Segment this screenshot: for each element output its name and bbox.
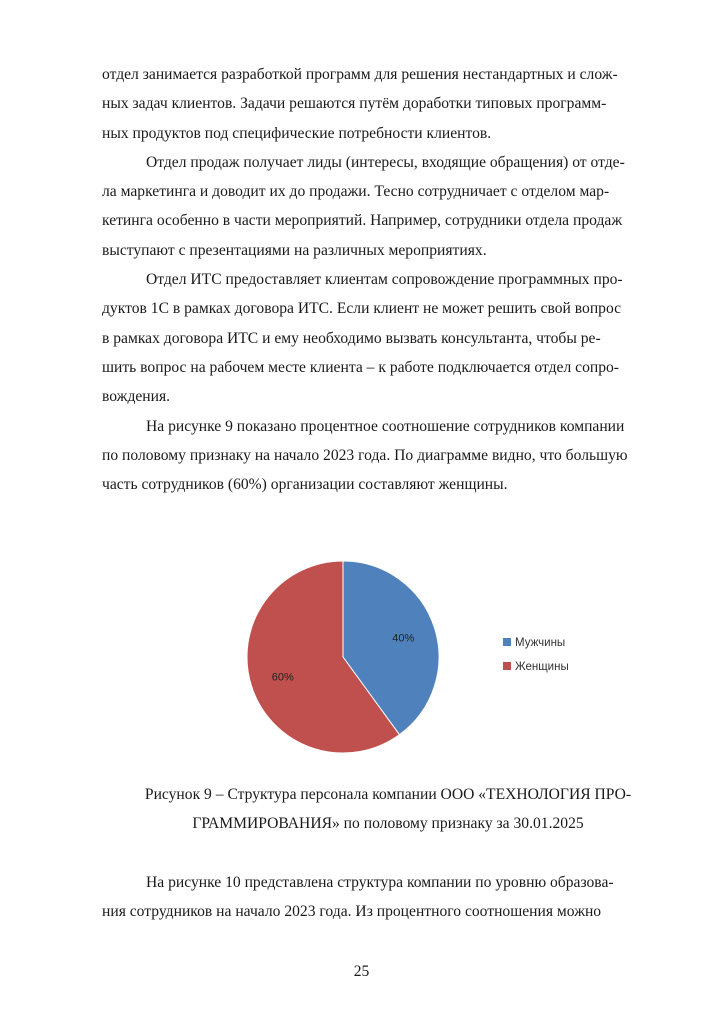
text-line: На рисунке 9 показано процентное соотношение сотрудников компании [146,417,625,435]
text-line: вождения. [102,388,171,406]
text-line: ла маркетинга и доводит их до продажи. Тесно сотрудничает с отделом мар- [102,183,610,201]
paragraph-4 [102,412,674,500]
legend-swatch [503,662,511,670]
caption-line-2: ГРАММИРОВАНИЯ» по половому признаку за 30.01.2025 [192,815,584,833]
text-line: Отдел ИТС предоставляет клиентам сопровождение программных про- [146,271,623,289]
legend-label: Мужчины [515,637,566,649]
legend-label: Женщины [515,661,569,673]
body-text-bottom [102,868,674,927]
text-line: в рамках договора ИТС и ему необходимо вызвать консультанта, чтобы ре- [102,329,601,347]
paragraph-2 [102,148,674,265]
text-line: Отдел продаж получает лиды (интересы, входящие обращения) от отде- [146,153,625,171]
paragraph-1 [102,60,674,148]
text-line: ния сотрудников на начало 2023 года. Из процентного соотношения можно [102,903,602,921]
text-line: отдел занимается разработкой программ для решения нестандартных и слож- [102,66,618,83]
text-line: дуктов 1С в рамках договора ИТС. Если клиент не может решить свой вопрос [102,300,622,318]
pie-chart [196,545,616,775]
page-number: 25 [353,963,370,980]
text-line: по половому признаку на начало 2023 года. По диаграмме видно, что большую [102,446,628,464]
body-text-top [102,60,674,499]
text-line: кетинга особенно в части мероприятий. Например, сотрудники отдела продаж [102,212,623,230]
text-line: ных задач клиентов. Задачи решаются путём доработки типовых программ- [102,95,607,113]
text-line: ных продуктов под специфические потребности клиентов. [102,124,492,142]
caption-line-1: Рисунок 9 – Структура персонала компании ООО «ТЕХНОЛОГИЯ ПРО- [144,786,632,803]
text-line: шить вопрос на рабочем месте клиента – к работе подключается отдел сопро- [102,358,619,376]
legend-swatch [503,638,511,646]
text-line: часть сотрудников (60%) организации составляют женщины. [102,476,508,494]
figure-caption [102,780,674,839]
paragraph-3 [102,265,674,411]
pie-data-label: 40% [392,632,415,645]
pie-data-label: 60% [271,671,294,684]
text-line: На рисунке 10 представлена структура компании по уровню образова- [146,874,614,891]
paragraph-5 [102,868,674,927]
text-line: выступают с презентациями на различных мероприятиях. [102,241,487,259]
